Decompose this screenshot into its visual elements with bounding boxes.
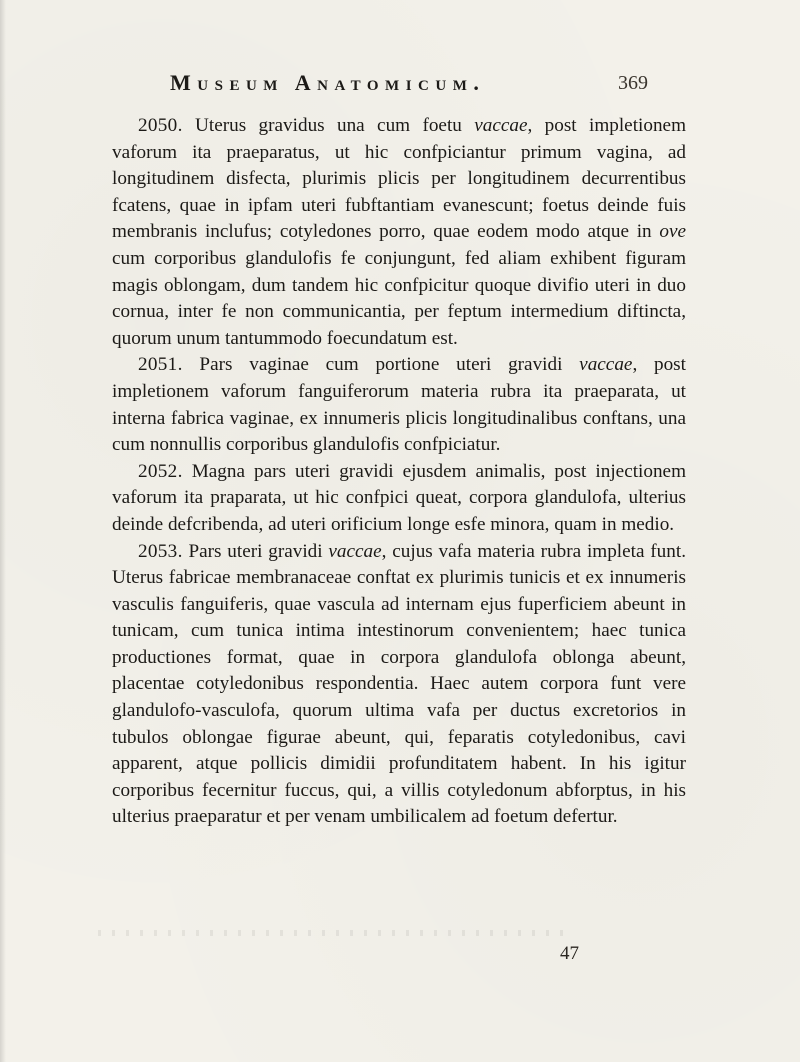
italic-term: vaccae — [579, 354, 633, 376]
page-edge-shadow — [0, 0, 6, 1062]
running-head — [0, 70, 800, 104]
paragraph-2052 — [112, 459, 686, 539]
paragraph-number: 2050. — [138, 115, 183, 136]
signature-mark: 47 — [560, 943, 579, 964]
text-segment: cum corporibus glandulofis fe conjungunt, fed aliam exhibent figuram magis oblongam, dum tandem hic confpicitur quoque divifio uteri in duo cornua, inter fe non communicantia, per feptum intermedium diftincta, quorum unum tantummodo foecundatum est. — [112, 247, 686, 349]
body-text — [112, 113, 686, 831]
paragraph-number: 2053. — [138, 540, 183, 562]
text-segment: Magna pars uteri gravidi ejusdem animalis, post injectionem vaforum ita praparata, ut hic confpici queat, corpora glandulofa, ulterius deinde defcribenda, ad uteri orificium longe esfe minora, quam in medio. — [112, 460, 686, 535]
italic-term: ove — [659, 221, 686, 243]
paragraph-number: 2051. — [138, 354, 183, 376]
paragraph-2050 — [112, 113, 686, 352]
bleed-through-smudge — [98, 930, 568, 936]
paragraph-2053 — [112, 539, 686, 832]
italic-term: vaccae — [328, 540, 382, 562]
paragraph-number: 2052. — [138, 460, 183, 482]
text-segment: , post impletionem vaforum fanguiferorum materia rubra ita praeparata, ut interna fabrica vaginae, ex innumeris plicis longitudinalibus conftans, una cum nonnullis corporibus glandulofis confpiciatur. — [112, 354, 686, 456]
text-segment: Uterus gravidus una cum foetu — [182, 115, 475, 136]
italic-term: vaccae — [474, 115, 528, 136]
text-segment: Pars vaginae cum portione uteri gravidi — [182, 354, 580, 376]
running-title: Museum Anatomicum. — [170, 70, 486, 95]
text-segment: Pars uteri gravidi — [182, 540, 329, 562]
page-number: 369 — [618, 72, 648, 94]
text-segment: , cujus vafa materia rubra impleta funt. Uterus fabricae membranaceae conftat ex plurimis tunicis et ex innumeris vasculis fanguiferis, quae vascula ad internam ejus fuperficiem abeunt in tunicam, cum tunica intima intestinorum convenientem; haec tunica productiones format, quae in corpora glandulofa oblonga abeunt, placentae cotyledonibus respondentia. Haec autem corpora funt vere glandulofo-vasculofa, quorum ultima vafa per ductus excretorios in tubulos oblongae figurae abeunt, qui, feparatis cotyledonibus, cavi apparent, atque pollicis dimidii profunditatem habent. In his igitur corporibus fecernitur fuccus, qui, a villis cotyledonum abforptus, in his ulterius praeparatur et per venam umbilicalem ad foetum defertur. — [112, 540, 686, 828]
text-segment: , post impletionem vaforum ita praeparatus, ut hic confpiciantur primum vagina, ad longitudinem disfecta, plurimis plicis per longitudinem decurrentibus fcatens, quae in ipfam uteri fubftantiam evanescunt; foetus deinde fuis membranis inclufus; cotyledones porro, quae eodem modo atque in — [112, 115, 686, 243]
paragraph-2051 — [112, 352, 686, 458]
